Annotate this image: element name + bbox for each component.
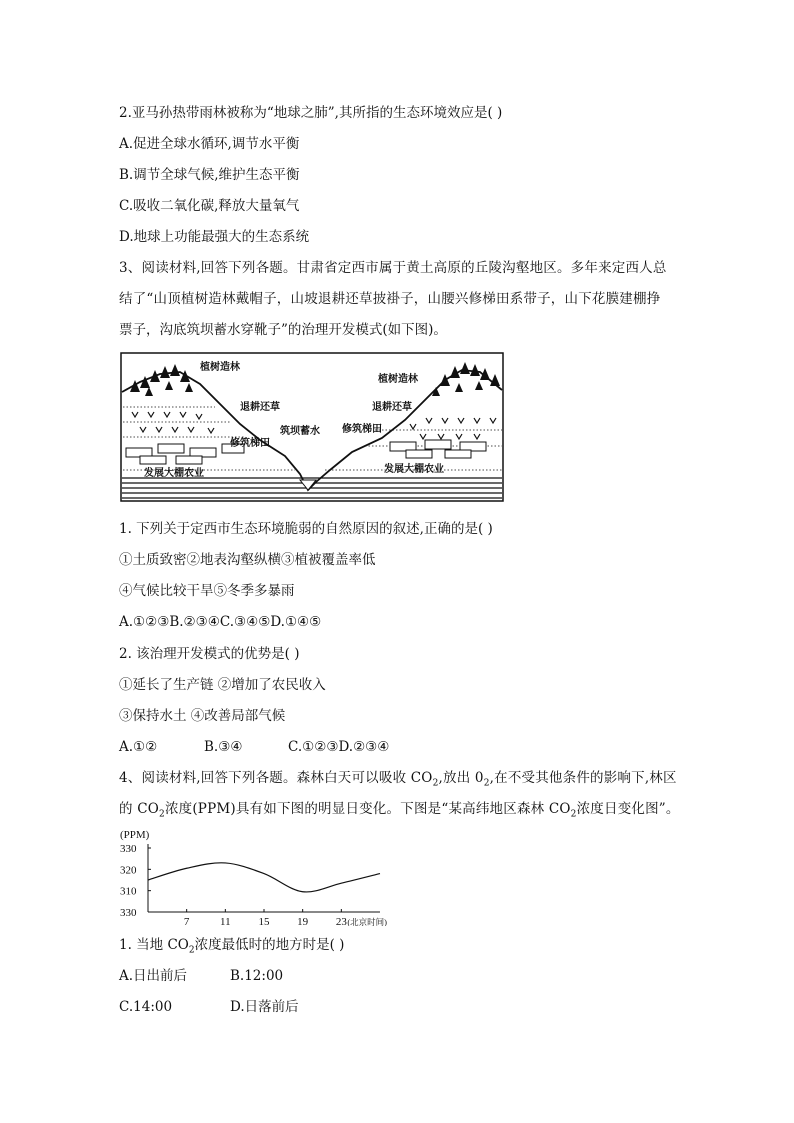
q3-intro-line1: 3、阅读材料,回答下列各题。甘肃省定西市属于黄土高原的丘陵沟壑地区。多年来定西人总 — [119, 260, 667, 276]
q3-sub1-options: A.①②③B.②③④C.③④⑤D.①④⑤ — [119, 614, 322, 630]
q4-sub1-option-d: D.日落前后 — [230, 999, 299, 1015]
q3-sub2-stem: 2. 该治理开发模式的优势是( ) — [119, 646, 300, 662]
chart-ylabel: (PPM) — [120, 829, 150, 841]
label-plant-right: 植树造林 — [378, 374, 418, 385]
q4-intro-line2 — [119, 800, 680, 824]
co2-line-chart — [116, 826, 406, 926]
q3-sub1-line2: ④气候比较干旱⑤冬季多暴雨 — [119, 583, 295, 599]
q4-intro1-mid: ,放出 0 — [438, 770, 484, 786]
q4-intro1-pre: 4、阅读材料,回答下列各题。森林白天可以吸收 CO — [119, 770, 433, 786]
q3-terrain-figure — [120, 352, 504, 502]
x-tick-label: 15 — [258, 916, 270, 926]
x-tick-label: 11 — [220, 916, 231, 926]
q2-stem: 2.亚马孙热带雨林被称为“地球之肺”,其所指的生态环境效应是( ) — [119, 105, 503, 121]
q4-sub1-option-b: B.12:00 — [230, 968, 284, 984]
q4-intro-line1 — [119, 769, 677, 793]
q4-intro2-sub1: 2 — [159, 809, 165, 820]
q3-sub2-line2: ③保持水土 ④改善局部气候 — [119, 708, 286, 724]
x-tick-label: 19 — [297, 916, 309, 926]
q3-sub2-options — [119, 738, 389, 756]
label-dam: 筑坝蓄水 — [280, 426, 320, 437]
q3-sub2-option-cd: C.①②③D.②③④ — [288, 739, 390, 755]
q4-sub1-row1 — [119, 967, 283, 985]
label-terrace-right: 修筑梯田 — [342, 424, 382, 435]
x-tick-label: 7 — [183, 916, 190, 926]
label-grass-left: 退耕还草 — [240, 402, 280, 413]
q2-option-a: A.促进全球水循环,调节水平衡 — [119, 136, 300, 152]
y-tick-label: 320 — [120, 864, 137, 877]
label-grass-right: 退耕还草 — [372, 402, 412, 413]
q4-sub1-row2 — [119, 998, 299, 1016]
q4-sub1-stem-pre: 1. 当地 CO — [119, 937, 189, 953]
q4-sub1-option-c: C.14:00 — [119, 999, 173, 1015]
y-tick-label: 330 — [120, 907, 137, 919]
q4-sub1-stem-sub: 2 — [188, 945, 195, 956]
q2-option-d: D.地球上功能最强大的生态系统 — [119, 229, 310, 245]
chart-xlabel: (北京时间) — [347, 917, 388, 926]
x-tick-label: 23 — [335, 916, 347, 926]
q3-sub1-line1: ①土质致密②地表沟壑纵横③植被覆盖率低 — [119, 552, 376, 568]
q3-sub2-line1: ①延长了生产链 ②增加了农民收入 — [119, 677, 326, 693]
q3-sub2-option-a: A.①② — [119, 739, 158, 755]
q3-sub2-option-b: B.③④ — [204, 739, 243, 755]
q4-intro1-sub1: 2 — [432, 778, 439, 789]
q4-intro2-sub2: 2 — [570, 809, 577, 820]
q4-sub1-stem-post: 浓度最低时的地方时是( ) — [194, 937, 345, 953]
q4-intro1-sub2: 2 — [483, 778, 490, 789]
q2-option-c: C.吸收二氧化碳,释放大量氧气 — [119, 198, 300, 214]
y-tick-label: 330 — [120, 843, 137, 855]
q4-sub1-stem — [119, 936, 344, 960]
q4-intro1-post: ,在不受其他条件的影响下,林区 — [489, 770, 677, 786]
label-greenhouse-right: 发展大棚农业 — [384, 464, 444, 475]
q2-option-b: B.调节全球气候,维护生态平衡 — [119, 167, 300, 183]
q3-intro-line2: 结了“山顶植树造林戴帽子，山坡退耕还草披褂子，山腰兴修梯田系带子，山下花膜建棚挣 — [119, 291, 661, 307]
y-tick-label: 310 — [120, 885, 137, 898]
label-plant-left: 植树造林 — [200, 362, 240, 373]
q3-intro-line3: 票子，沟底筑坝蓄水穿靴子”的治理开发模式(如下图)。 — [119, 322, 447, 338]
label-terrace-left: 修筑梯田 — [230, 438, 270, 449]
q4-intro2-mid: 浓度(PPM)具有如下图的明显日变化。下图是“某高纬地区森林 CO — [164, 801, 571, 817]
q4-sub1-option-a: A.日出前后 — [119, 968, 188, 984]
q3-sub1-stem: 1. 下列关于定西市生态环境脆弱的自然原因的叙述,正确的是( ) — [119, 521, 493, 537]
label-greenhouse-left: 发展大棚农业 — [144, 468, 204, 479]
q4-intro2-pre: 的 CO — [119, 801, 159, 817]
series-line — [148, 863, 380, 892]
q4-intro2-post: 浓度日变化图”。 — [576, 801, 680, 817]
